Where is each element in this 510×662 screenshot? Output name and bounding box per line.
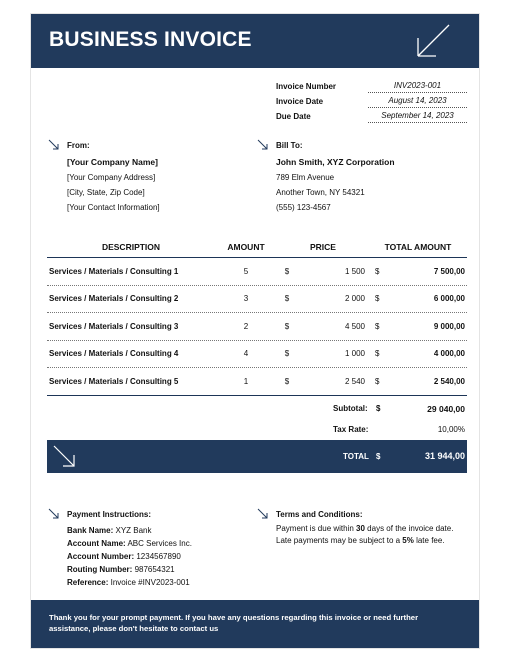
routing-number-line [67, 563, 192, 576]
subtotal-currency: $ [376, 404, 381, 413]
bank-name-label: Bank Name: [67, 526, 114, 535]
account-number-value: 1234567890 [136, 552, 181, 561]
due-date-value: September 14, 2023 [368, 111, 467, 123]
row-amount: 2 [243, 321, 249, 331]
routing-number-value: 987654321 [134, 565, 175, 574]
terms-text-part: Payment is due within [276, 524, 357, 533]
row-description: Services / Materials / Consulting 2 [49, 294, 179, 304]
terms-text-part: late fee. [413, 535, 445, 545]
row-price-currency: $ [284, 321, 290, 331]
row-total-currency: $ [375, 321, 380, 331]
subtotal-row [47, 399, 467, 419]
header-total: TOTAL AMOUNT [384, 241, 452, 252]
account-number-label: Account Number: [67, 552, 135, 561]
row-description: Services / Materials / Consulting 5 [49, 376, 179, 386]
row-total-currency: $ [375, 376, 380, 386]
invoice-number-row [276, 78, 467, 93]
row-price-currency: $ [284, 349, 290, 359]
row-description: Services / Materials / Consulting 1 [49, 266, 179, 276]
bank-name-value: XYZ Bank [115, 526, 152, 535]
row-price-currency: $ [284, 266, 290, 276]
row-price-currency: $ [284, 376, 290, 386]
from-company: [Your Company Name] [67, 157, 158, 167]
invoice-date-value: August 14, 2023 [368, 96, 467, 108]
row-total: 6 000,00 [433, 294, 465, 304]
line-items-table [47, 236, 467, 396]
row-total-currency: $ [375, 349, 380, 359]
arrow-down-right-icon [52, 444, 76, 468]
arrow-down-left-icon [413, 22, 453, 60]
due-date-row [276, 108, 467, 123]
due-date-label: Due Date [276, 112, 311, 121]
routing-number-label: Routing Number: [67, 565, 133, 574]
row-price: 2 000 [344, 294, 365, 304]
invoice-date-label: Invoice Date [276, 97, 324, 106]
terms-heading: Terms and Conditions: [276, 510, 363, 519]
bank-name-line [67, 524, 192, 537]
terms-text-part: days of the invoice date. Late payments may be subject to a [276, 524, 454, 545]
tax-rate-label: Tax Rate: [333, 425, 369, 434]
row-total-currency: $ [375, 294, 380, 304]
invoice-meta [276, 78, 467, 123]
bill-to-arrow-icon [257, 139, 268, 150]
account-name-value: ABC Services Inc. [127, 539, 192, 548]
table-row [47, 341, 467, 369]
row-amount: 1 [243, 376, 249, 386]
total-currency: $ [376, 452, 381, 461]
tax-rate-row [47, 422, 467, 438]
reference-value: Invoice #INV2023-001 [110, 578, 190, 587]
subtotal-value: 29 040,00 [427, 404, 465, 414]
from-city: [City, State, Zip Code] [67, 188, 145, 197]
from-contact: [Your Contact Information] [67, 203, 160, 212]
terms-arrow-icon [257, 508, 268, 519]
row-price: 4 500 [344, 321, 365, 331]
header-bar [31, 14, 479, 68]
table-row [47, 258, 467, 286]
bill-to-block [276, 141, 395, 215]
tax-rate-value: 10,00% [437, 425, 465, 434]
row-price: 1 000 [344, 349, 365, 359]
terms-rate: 5% [402, 535, 414, 545]
subtotal-label: Subtotal: [333, 404, 368, 413]
row-total: 2 540,00 [433, 376, 465, 386]
bill-to-city: Another Town, NY 54321 [276, 188, 365, 197]
reference-label: Reference: [67, 578, 109, 587]
header-price: PRICE [310, 241, 336, 252]
reference-line [67, 576, 192, 589]
row-description: Services / Materials / Consulting 3 [49, 321, 179, 331]
row-total: 9 000,00 [433, 321, 465, 331]
payment-arrow-icon [48, 508, 59, 519]
row-amount: 5 [243, 266, 249, 276]
row-total: 7 500,00 [433, 266, 465, 276]
row-description: Services / Materials / Consulting 4 [49, 349, 179, 359]
from-heading: From: [67, 141, 90, 150]
header-amount: AMOUNT [227, 241, 265, 252]
invoice-date-row [276, 93, 467, 108]
payment-instructions [67, 510, 192, 589]
footer-text: Thank you for your prompt payment. If you have any questions regarding this invoice or need further assistance, please don't hesitate to contact us [49, 613, 419, 633]
total-bar [47, 440, 467, 473]
bill-to-phone: (555) 123-4567 [276, 203, 331, 212]
terms-and-conditions [276, 510, 471, 546]
invoice-page [31, 14, 479, 648]
total-label: TOTAL [343, 452, 369, 461]
invoice-number-value: INV2023-001 [368, 81, 467, 93]
terms-text [276, 523, 471, 546]
payment-heading: Payment Instructions: [67, 510, 152, 519]
row-total: 4 000,00 [433, 349, 465, 359]
account-name-line [67, 537, 192, 550]
bill-to-street: 789 Elm Avenue [276, 173, 335, 182]
bill-to-name: John Smith, XYZ Corporation [276, 157, 395, 167]
row-amount: 3 [243, 294, 249, 304]
bill-to-heading: Bill To: [276, 141, 303, 150]
account-number-line [67, 550, 192, 563]
invoice-title: BUSINESS INVOICE [49, 28, 252, 51]
footer-bar [31, 600, 479, 648]
from-address: [Your Company Address] [67, 173, 156, 182]
row-price-currency: $ [284, 294, 290, 304]
header-description: DESCRIPTION [101, 241, 161, 252]
table-row [47, 286, 467, 314]
table-row [47, 313, 467, 341]
table-header [47, 236, 467, 258]
total-value: 31 944,00 [424, 451, 465, 461]
terms-days: 30 [356, 524, 365, 533]
from-block [67, 141, 160, 215]
row-amount: 4 [243, 349, 249, 359]
table-row [47, 368, 467, 396]
row-total-currency: $ [375, 266, 380, 276]
invoice-number-label: Invoice Number [276, 82, 337, 91]
row-price: 1 500 [344, 266, 365, 276]
row-price: 2 540 [344, 376, 365, 386]
account-name-label: Account Name: [67, 539, 126, 548]
from-arrow-icon [48, 139, 59, 150]
